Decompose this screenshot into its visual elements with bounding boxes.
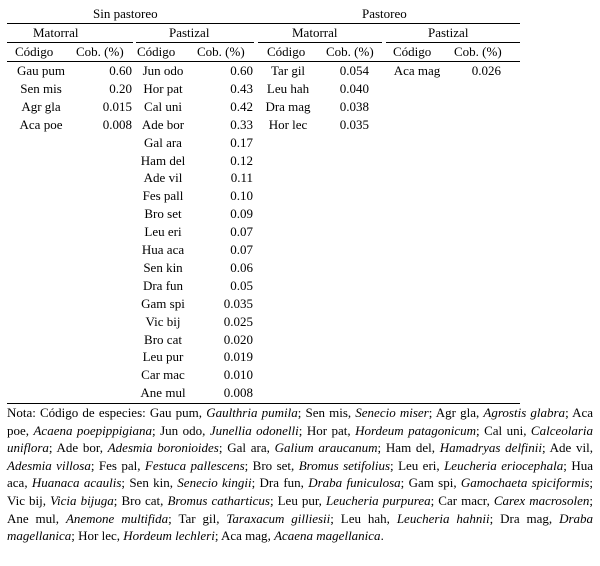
species-code: Agr gla bbox=[21, 98, 61, 114]
rule-sub-sin-matorral bbox=[7, 42, 133, 43]
col-header-cov: Cob. (%) bbox=[76, 44, 124, 59]
cover-value: 0.10 bbox=[230, 188, 253, 204]
species-code: Leu hah bbox=[266, 80, 310, 96]
note-species-name: Adesmia boronioides bbox=[107, 440, 219, 456]
note-species-name: Junellia odonelli bbox=[209, 422, 299, 438]
note-species-name: Vicia bijuga bbox=[50, 492, 114, 508]
note-species-name: Huanaca acaulis bbox=[31, 475, 122, 491]
note-species-name: Leucheria eriocephala bbox=[444, 457, 564, 473]
species-code: Leu pur bbox=[142, 349, 184, 365]
cover-value: 0.05 bbox=[230, 277, 253, 293]
cover-value: 0.09 bbox=[230, 206, 253, 222]
species-code: Dra fun bbox=[142, 277, 184, 293]
note-species-code: Dra fun bbox=[259, 475, 301, 491]
rule-sub-sin-pastizal bbox=[136, 42, 254, 43]
rule-sub-con-matorral bbox=[258, 42, 382, 43]
cover-value: 0.42 bbox=[230, 98, 253, 114]
note-species-code: Hor pat bbox=[306, 422, 348, 438]
species-code: Hua aca bbox=[141, 242, 185, 257]
note-species-code: Gau pum bbox=[149, 405, 199, 420]
note-species-code: Sen mis bbox=[305, 405, 348, 420]
note-species-code: Ham del bbox=[385, 440, 432, 456]
note-species-code: Agr gla bbox=[435, 405, 476, 420]
group-header-pastoreo: Pastoreo bbox=[362, 6, 407, 21]
note-species-name: Leucheria purpurea bbox=[325, 492, 431, 508]
sub-header-con-matorral: Matorral bbox=[292, 25, 338, 40]
col-header-code: Código bbox=[137, 44, 176, 59]
species-code: Ham del bbox=[140, 152, 186, 168]
cover-value: 0.040 bbox=[339, 80, 369, 96]
cover-value: 0.008 bbox=[223, 385, 253, 401]
cover-value: 0.015 bbox=[102, 98, 132, 114]
col-header-cov: Cob. (%) bbox=[326, 44, 374, 59]
col-header-cov: Cob. (%) bbox=[197, 44, 245, 59]
note-species-code: Vic bij bbox=[7, 492, 43, 508]
cover-value: 0.60 bbox=[109, 63, 132, 78]
cover-value: 0.019 bbox=[223, 349, 253, 365]
note-species-code: Tar gil bbox=[178, 510, 217, 526]
note-species-code: Leu eri bbox=[398, 457, 437, 473]
note-species-name: Bromus setifolius bbox=[298, 457, 391, 473]
note-species-name: Calceolaria uniflora bbox=[7, 422, 594, 456]
note-species-code: Leu pur bbox=[277, 492, 319, 508]
group-header-sin-pastoreo: Sin pastoreo bbox=[93, 6, 158, 21]
species-code: Gal ara bbox=[144, 134, 182, 150]
sub-header-sin-pastizal: Pastizal bbox=[169, 25, 210, 40]
species-code: Tar gil bbox=[270, 63, 306, 78]
note-species-code: Car macr bbox=[438, 492, 487, 508]
header-bottom-rule bbox=[7, 61, 520, 62]
note-species-code: Aca poe bbox=[7, 405, 594, 438]
species-code: Vic bij bbox=[145, 313, 181, 329]
note-species-name: Senecio miser bbox=[355, 405, 429, 420]
species-code: Car mac bbox=[141, 367, 185, 383]
species-code: Leu eri bbox=[144, 224, 182, 240]
cover-value: 0.038 bbox=[339, 98, 369, 114]
note-species-name: Acaena poepippigiana bbox=[33, 422, 153, 438]
cover-value: 0.008 bbox=[102, 116, 132, 132]
cover-value: 0.06 bbox=[230, 259, 253, 275]
note-species-code: Gal ara bbox=[227, 440, 267, 456]
note-intro: Nota: Código de especies: bbox=[7, 405, 150, 420]
species-code: Hor lec bbox=[268, 116, 308, 132]
note-species-name: Gaulthria pumila bbox=[206, 405, 298, 420]
species-code: Ade bor bbox=[141, 116, 185, 132]
cover-value: 0.07 bbox=[230, 224, 253, 240]
col-header-code: Código bbox=[15, 44, 54, 59]
cover-value: 0.025 bbox=[223, 313, 253, 329]
col-header-cov: Cob. (%) bbox=[454, 44, 502, 59]
cover-value: 0.010 bbox=[223, 367, 253, 383]
species-code: Hor pat bbox=[143, 80, 183, 96]
species-code: Sen mis bbox=[20, 80, 62, 96]
cover-value: 0.035 bbox=[223, 295, 253, 311]
cover-value: 0.43 bbox=[230, 80, 253, 96]
cover-value: 0.11 bbox=[230, 170, 253, 186]
note-species-name: Galium araucanum bbox=[274, 440, 378, 456]
note-species-code: Hor lec bbox=[78, 528, 117, 544]
species-code: Ane mul bbox=[140, 385, 186, 401]
cover-value: 0.054 bbox=[339, 63, 369, 78]
cover-value: 0.026 bbox=[471, 63, 501, 78]
cover-value: 0.60 bbox=[230, 63, 253, 78]
note-species-code: Sen kin bbox=[129, 475, 170, 491]
note-species-name: Anemone multifida bbox=[65, 510, 169, 526]
species-code: Gam spi bbox=[141, 295, 185, 311]
note-species-name: Taraxacum gilliesii bbox=[226, 510, 331, 526]
species-code: Ade vil bbox=[143, 170, 183, 186]
note-species-name: Draba funiculosa bbox=[308, 475, 401, 491]
note-species-name: Festuca pallescens bbox=[144, 457, 245, 473]
species-code: Cal uni bbox=[144, 98, 182, 114]
note-species-name: Carex macrosolen bbox=[493, 492, 590, 508]
note-species-code: Fes pal bbox=[98, 457, 138, 473]
species-code: Gau pum bbox=[16, 63, 66, 78]
species-code: Bro cat bbox=[144, 331, 182, 347]
note-species-code: Dra mag bbox=[500, 510, 549, 526]
note-species-name: Gamochaeta spiciformis bbox=[460, 475, 590, 491]
species-code: Aca mag bbox=[393, 63, 441, 78]
note-species-code: Bro set bbox=[252, 457, 292, 473]
sub-header-con-pastizal: Pastizal bbox=[428, 25, 469, 40]
note-species-name: Bromus catharticus bbox=[167, 492, 270, 508]
col-header-code: Código bbox=[267, 44, 306, 59]
species-code: Dra mag bbox=[265, 98, 311, 114]
species-code: Fes pall bbox=[142, 188, 184, 204]
note-species-code: Ane mul bbox=[7, 510, 56, 526]
rule-sub-con-pastizal bbox=[386, 42, 520, 43]
species-code: Sen kin bbox=[143, 259, 183, 275]
sub-header-sin-matorral: Matorral bbox=[33, 25, 79, 40]
species-code: Bro set bbox=[144, 206, 182, 222]
note-species-name: Hamadryas delfinii bbox=[439, 440, 543, 456]
top-rule bbox=[7, 23, 520, 24]
note-species-name: Agrostis glabra bbox=[483, 405, 566, 420]
note-species-code: Gam spi bbox=[408, 475, 454, 491]
note-species-code: Jun odo bbox=[160, 422, 203, 438]
cover-value: 0.17 bbox=[230, 134, 253, 150]
note-species-code: Ade bor bbox=[56, 440, 100, 456]
note-species-code: Ade vil bbox=[549, 440, 590, 456]
cover-value: 0.035 bbox=[339, 116, 369, 132]
note-species-name: Hordeum patagonicum bbox=[355, 422, 477, 438]
cover-value: 0.12 bbox=[230, 152, 253, 168]
note-species-name: Senecio kingii bbox=[177, 475, 252, 491]
species-code: Aca poe bbox=[19, 116, 63, 132]
species-code: Jun odo bbox=[142, 63, 184, 78]
note-species-name: Acaena magellanica bbox=[274, 528, 381, 544]
note-species-name: Leucheria hahnii bbox=[396, 510, 490, 526]
cover-value: 0.33 bbox=[230, 116, 253, 132]
cover-value: 0.020 bbox=[223, 331, 253, 347]
note-species-code: Bro cat bbox=[121, 492, 161, 508]
col-header-code: Código bbox=[393, 44, 432, 59]
cover-value: 0.20 bbox=[109, 80, 132, 96]
note-species-code: Aca mag bbox=[221, 528, 268, 544]
table-note: Nota: Código de especies: Gau pum, Gaulthria pumila; Sen mis, Senecio miser; Agr gla, Agrostis glabra; Aca poe, Acaena poepippigiana; Jun odo, Junellia odonelli; Hor pat, Hordeum patagonicum; Cal uni, Calceolaria uniflora; Ade bor, Adesmia boronioides; Gal ara, Galium araucanum; Ham del, Hamadryas delfinii; Ade vil, Adesmia villosa; Fes pal, Festuca pallescens; Bro set, Bromus setifolius; Leu eri, Leucheria eriocephala; Hua aca, Huanaca acaulis; Sen kin, Senecio kingii; Dra fun, Draba funiculosa; Gam spi, Gamochaeta spiciformis; Vic bij, Vicia bijuga; Bro cat, Bromus catharticus; Leu pur, Leucheria purpurea; Car macr, Carex macrosolen; Ane mul, Anemone multifida; Tar gil, Taraxacum gilliesii; Leu hah, Leucheria hahnii; Dra mag, Draba magellanica; Hor lec, Hordeum lechleri; Aca mag, Acaena magellanica. bbox=[7, 405, 594, 544]
note-species-name: Draba magellanica bbox=[7, 510, 594, 544]
note-species-code: Hua aca bbox=[7, 457, 593, 491]
note-species-code: Cal uni bbox=[484, 422, 524, 438]
note-species-code: Leu hah bbox=[340, 510, 387, 526]
note-species-name: Adesmia villosa bbox=[7, 457, 91, 473]
note-species-name: Hordeum lechleri bbox=[123, 528, 215, 544]
cover-value: 0.07 bbox=[230, 242, 253, 257]
